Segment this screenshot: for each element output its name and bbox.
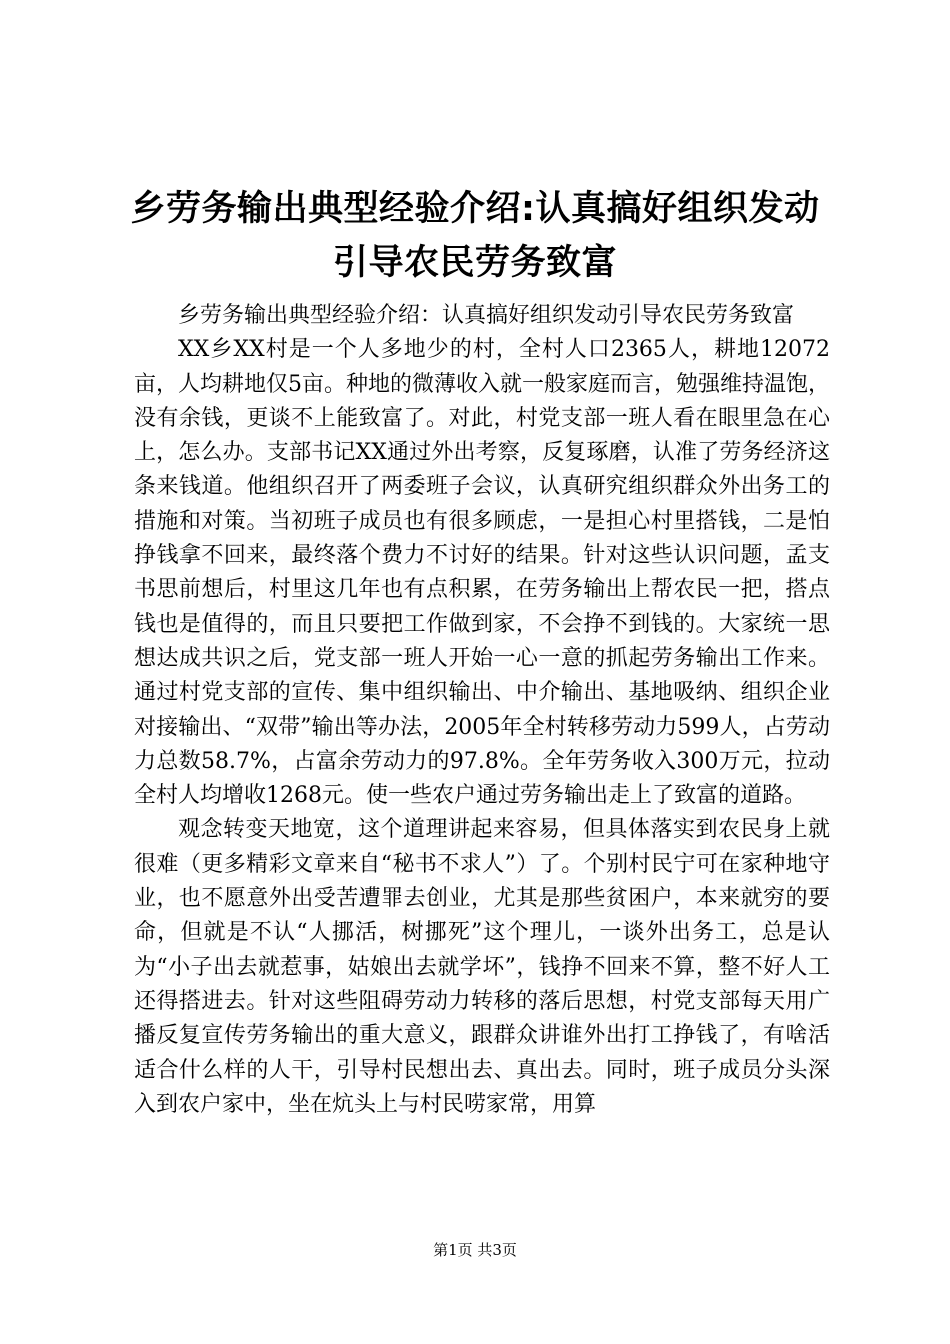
document-title-line-2: 引导农民劳务致富	[332, 243, 617, 283]
page-footer: 第1页 共3页	[433, 1241, 517, 1259]
document-body	[134, 299, 830, 1122]
paragraph-2: 观念转变天地宽，这个道理讲起来容易，但具体落实到农民身上就很难（更多精彩文章来自“秘书不求人”）了。个别村民宁可在家种地守业，也不愿意外出受苦遭罪去创业，尤其是那些贫困户，本来就穷的要命，但就是不认“人挪活，树挪死”这个理儿，一谈外出务工，总是认为“小子出去就惹事，姑娘出去就学坏”，钱挣不回来不算，整不好人工还得搭进去。针对这些阻碍劳动力转移的落后思想，村党支部每天用广播反复宣传劳务输出的重大意义，跟群众讲谁外出打工挣钱了，有啥活适合什么样的人干，引导村民想出去、真出去。同时，班子成员分头深入到农户家中，坐在炕头上与村民唠家常，用算	[134, 817, 830, 1117]
paragraph-subtitle: 乡劳务输出典型经验介绍：认真搞好组织发动引导农民劳务致富	[178, 303, 795, 328]
document-title-line-1: 乡劳务输出典型经验介绍:认真搞好组织发动	[130, 189, 820, 229]
paragraph-1: XX乡XX村是一个人多地少的村，全村人口2365人，耕地12072亩，人均耕地仅5亩。种地的微薄收入就一般家庭而言，勉强维持温饱，没有余钱，更谈不上能致富了。对此，村党支部一班人看在眼里急在心上，怎么办。支部书记XX通过外出考察，反复琢磨，认准了劳务经济这条来钱道。他组织召开了两委班子会议，认真研究组织群众外出务工的措施和对策。当初班子成员也有很多顾虑，一是担心村里搭钱，二是怕挣钱拿不回来，最终落个费力不讨好的结果。针对这些认识问题，孟支书思前想后，村里这几年也有点积累，在劳务输出上帮农民一把，搭点钱也是值得的，而且只要把工作做到家，不会挣不到钱的。大家统一思想达成共识之后，党支部一班人开始一心一意的抓起劳务输出工作来。通过村党支部的宣传、集中组织输出、中介输出、基地吸纳、组织企业对接输出、“双带”输出等办法，2005年全村转移劳动力599人，占劳动力总数58.7%，占富余劳动力的97.8%。全年劳务收入300万元，拉动全村人均增收1268元。使一些农户通过劳务输出走上了致富的道路。	[134, 337, 830, 809]
